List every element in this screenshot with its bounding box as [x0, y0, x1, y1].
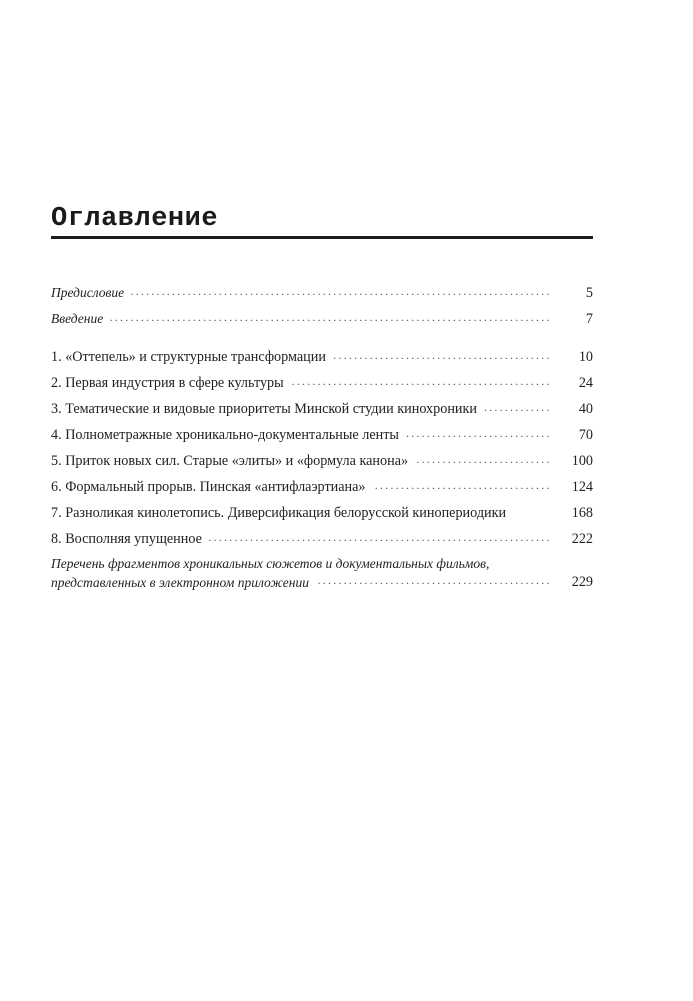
- toc-entry-chapter-8[interactable]: [51, 522, 593, 548]
- page-number: 222: [571, 531, 593, 547]
- entry-title: 3. Тематические и видовые приоритеты Минской студии кинохроники: [51, 401, 478, 417]
- dot-leader: [315, 571, 549, 590]
- toc-entry-preface[interactable]: [51, 276, 593, 302]
- entry-title: 1. «Оттепель» и структурные трансформации: [51, 349, 326, 365]
- dot-leader: [372, 476, 549, 494]
- page-number: 124: [571, 479, 593, 495]
- entry-title: 6. Формальный прорыв. Пинская «антифлаэртиана»: [51, 479, 366, 495]
- toc-entry-chapter-6[interactable]: [51, 470, 593, 496]
- toc-entry-chapter-7[interactable]: [51, 496, 593, 522]
- page-number: 168: [571, 505, 593, 521]
- toc-entry-chapter-1[interactable]: [51, 340, 593, 366]
- title-rule: [51, 236, 593, 239]
- page-number: 24: [578, 375, 593, 391]
- table-of-contents: [51, 276, 593, 592]
- dot-leader: [130, 282, 549, 300]
- dot-leader: [332, 346, 549, 364]
- page-title: Оглавление: [51, 204, 219, 234]
- dot-leader: [290, 372, 549, 390]
- entry-title: 7. Разноликая кинолетопись. Диверсификация белорусской кинопериодики: [51, 505, 507, 521]
- toc-entry-chapter-4[interactable]: [51, 418, 593, 444]
- entry-title: Введение: [51, 311, 104, 326]
- dot-leader: [414, 450, 549, 468]
- dot-leader: [405, 424, 549, 442]
- dot-leader: [483, 398, 549, 416]
- page-number: 10: [578, 349, 593, 365]
- page-number: 5: [585, 285, 593, 301]
- page-number: 40: [578, 401, 593, 417]
- entry-title: 8. Восполняя упущенное: [51, 531, 202, 547]
- entry-title-line-1: Перечень фрагментов хроникальных сюжетов и документальных фильмов,: [51, 556, 490, 571]
- page-number: 100: [571, 453, 593, 469]
- toc-entry-chapter-5[interactable]: [51, 444, 593, 470]
- page-number: 7: [585, 311, 593, 327]
- entry-title: 4. Полнометражные хроникально-документальные ленты: [51, 427, 399, 443]
- page-number: 70: [578, 427, 593, 443]
- toc-entry-chapter-3[interactable]: [51, 392, 593, 418]
- entry-title: 5. Приток новых сил. Старые «элиты» и «формула канона»: [51, 453, 409, 469]
- section-spacer: [51, 328, 593, 340]
- dot-leader: [208, 528, 549, 546]
- entry-title: 2. Первая индустрия в сфере культуры: [51, 375, 284, 391]
- entry-title-line-2-row: [51, 573, 593, 592]
- entry-title-line-2: представленных в электронном приложении: [51, 575, 309, 590]
- toc-entry-introduction[interactable]: [51, 302, 593, 328]
- page-number: 229: [571, 574, 593, 590]
- entry-title: Предисловие: [51, 285, 125, 300]
- toc-entry-appendix[interactable]: [51, 554, 593, 592]
- dot-leader: [109, 308, 549, 326]
- toc-entry-chapter-2[interactable]: [51, 366, 593, 392]
